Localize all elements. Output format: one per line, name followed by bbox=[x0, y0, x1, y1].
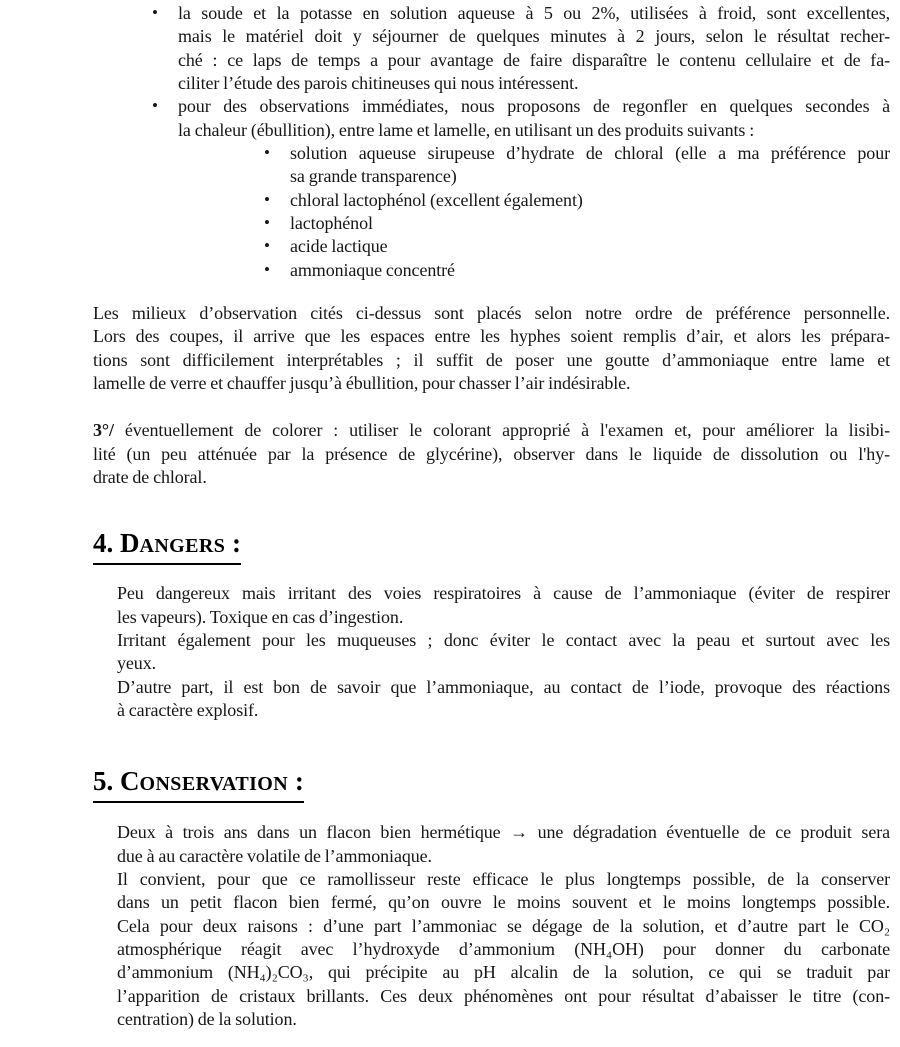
paragraph-conservation-2 bbox=[117, 868, 890, 1031]
bullet-icon: • bbox=[264, 142, 270, 162]
list-item-hydrate-chloral bbox=[264, 142, 890, 189]
top-bullet-list bbox=[0, 0, 900, 142]
text-line: l’apparition de cristaux brillants. Ces deux phénomènes ont pour résultat d’abaisser le titre (con- bbox=[117, 985, 890, 1006]
text-line: Cela pour deux raisons : d’une part l’ammoniac se dégage de la solution, et d’autre part le CO₂ bbox=[117, 915, 890, 936]
section-dangers-body bbox=[117, 582, 890, 722]
heading-small-caps: ONSERVATION bbox=[139, 773, 289, 796]
list-item-text bbox=[290, 189, 890, 212]
paragraph-dangers-3 bbox=[117, 676, 890, 723]
text-line: chloral lactophénol (excellent également) bbox=[290, 189, 583, 210]
bullet-icon: • bbox=[264, 212, 270, 232]
list-item-text bbox=[290, 212, 890, 235]
text-line: la chaleur (ébullition), entre lame et lamelle, en utilisant un des produits suivants : bbox=[178, 119, 755, 140]
text-line: tions sont difficilement interprétables ; il suffit de poser une goutte d’ammoniaque entre lame et bbox=[93, 349, 890, 370]
text-line: à caractère explosif. bbox=[117, 699, 259, 720]
bullet-icon: • bbox=[264, 236, 270, 256]
paragraph-conservation-1 bbox=[117, 821, 890, 868]
bullet-icon: • bbox=[152, 96, 158, 116]
text-line: due à au caractère volatile de l’ammoniaque. bbox=[117, 845, 432, 866]
product-bullet-list bbox=[0, 142, 900, 282]
bullet-icon: • bbox=[264, 259, 270, 279]
text-line: ammoniaque concentré bbox=[290, 259, 455, 280]
text-line: solution aqueuse sirupeuse d’hydrate de chloral (elle a ma préférence pour bbox=[290, 142, 890, 163]
section-heading-dangers bbox=[93, 528, 890, 565]
text-line: lactophénol bbox=[290, 212, 373, 233]
list-item-ammoniaque-concentre bbox=[264, 259, 890, 282]
section-heading-conservation-text bbox=[93, 766, 304, 803]
list-item-acide-lactique bbox=[264, 235, 890, 258]
paragraph-colorer-lead: 3°/ bbox=[93, 420, 114, 441]
paragraph-colorer bbox=[93, 419, 890, 489]
list-item-soude-potasse bbox=[152, 2, 890, 95]
paragraph-milieux-observation bbox=[93, 302, 890, 395]
text-line: lamelle de verre et chauffer jusqu’à ébullition, pour chasser l’air indésirable. bbox=[93, 372, 631, 393]
text-line: drate de chloral. bbox=[93, 466, 207, 487]
section-heading-dangers-text bbox=[93, 528, 241, 565]
heading-colon: : bbox=[225, 528, 241, 559]
text-line: la soude et la potasse en solution aqueuse à 5 ou 2%, utilisées à froid, sont excellentes, bbox=[178, 3, 890, 23]
bullet-icon: • bbox=[152, 3, 158, 22]
heading-number: 5. C bbox=[93, 766, 140, 797]
text-line: ciliter l’étude des parois chitineuses qui nous intéressent. bbox=[178, 72, 579, 93]
list-item-text bbox=[178, 95, 890, 142]
list-item-lactophenol bbox=[264, 212, 890, 235]
heading-colon: : bbox=[288, 766, 304, 797]
text-line: centration) de la solution. bbox=[117, 1008, 297, 1029]
list-item-observations-immediates bbox=[152, 95, 890, 142]
text-line: Peu dangereux mais irritant des voies respiratoires à cause de l’ammoniaque (éviter de respirer bbox=[117, 583, 890, 604]
section-heading-conservation bbox=[93, 766, 890, 803]
list-item-text bbox=[290, 259, 890, 282]
list-item-chloral-lactophenol bbox=[264, 189, 890, 212]
text-line: acide lactique bbox=[290, 236, 388, 257]
text-line: Irritant également pour les muqueuses ; donc éviter le contact avec la peau et surtout avec les bbox=[117, 629, 890, 650]
paragraph-colorer-first-rest: éventuellement de colorer : utiliser le colorant approprié à l'examen et, pour améliorer la lisibi- bbox=[113, 420, 890, 441]
text-line: D’autre part, il est bon de savoir que l’ammoniaque, au contact de l’iode, provoque des réactions bbox=[117, 676, 890, 697]
text-line: dans un petit flacon bien fermé, qu’on ouvre le moins souvent et le moins longtemps possible. bbox=[117, 892, 890, 913]
bullet-icon: • bbox=[264, 189, 270, 209]
text-line: sa grande transparence) bbox=[290, 166, 457, 187]
text-line: pour des observations immédiates, nous proposons de regonfler en quelques secondes à bbox=[178, 96, 890, 117]
text-line: d’ammonium (NH₄)₂CO₃, qui précipite au pH alcalin de la solution, ce qui se traduit par bbox=[117, 962, 890, 983]
paragraph-dangers-1 bbox=[117, 582, 890, 629]
paragraph-text bbox=[93, 302, 890, 395]
text-line: mais le matériel doit y séjourner de quelques minutes à 2 jours, selon le résultat recher- bbox=[178, 26, 890, 47]
section-conservation-body bbox=[117, 821, 890, 1031]
heading-small-caps: ANGERS bbox=[139, 535, 226, 558]
heading-number: 4. D bbox=[93, 528, 140, 559]
text-line: lité (un peu atténuée par la présence de glycérine), observer dans le liquide de dissolution ou l'hy- bbox=[93, 443, 890, 464]
text-line: Deux à trois ans dans un flacon bien hermétique → une dégradation éventuelle de ce produit sera bbox=[117, 822, 890, 843]
list-item-text bbox=[290, 142, 890, 189]
paragraph-text bbox=[93, 443, 890, 490]
text-line: les vapeurs). Toxique en cas d’ingestion. bbox=[117, 606, 404, 627]
text-line: atmosphérique réagit avec l’hydroxyde d’ammonium (NH₄OH) pour donner du carbonate bbox=[117, 938, 890, 959]
list-item-text bbox=[178, 2, 890, 95]
text-line: Les milieux d’observation cités ci-dessus sont placés selon notre ordre de préférence personnelle. bbox=[93, 302, 890, 323]
text-line: Lors des coupes, il arrive que les espaces entre les hyphes soient remplis d’air, et alors les prépara- bbox=[93, 326, 890, 347]
paragraph-colorer-first-line bbox=[93, 419, 890, 442]
text-line: ché : ce laps de temps a pour avantage de faire disparaître le contenu cellulaire et de fa- bbox=[178, 49, 890, 70]
text-line: yeux. bbox=[117, 653, 156, 674]
paragraph-dangers-2 bbox=[117, 629, 890, 676]
list-item-text bbox=[290, 235, 890, 258]
text-line: Il convient, pour que ce ramollisseur reste efficace le plus longtemps possible, de la conserver bbox=[117, 868, 890, 889]
